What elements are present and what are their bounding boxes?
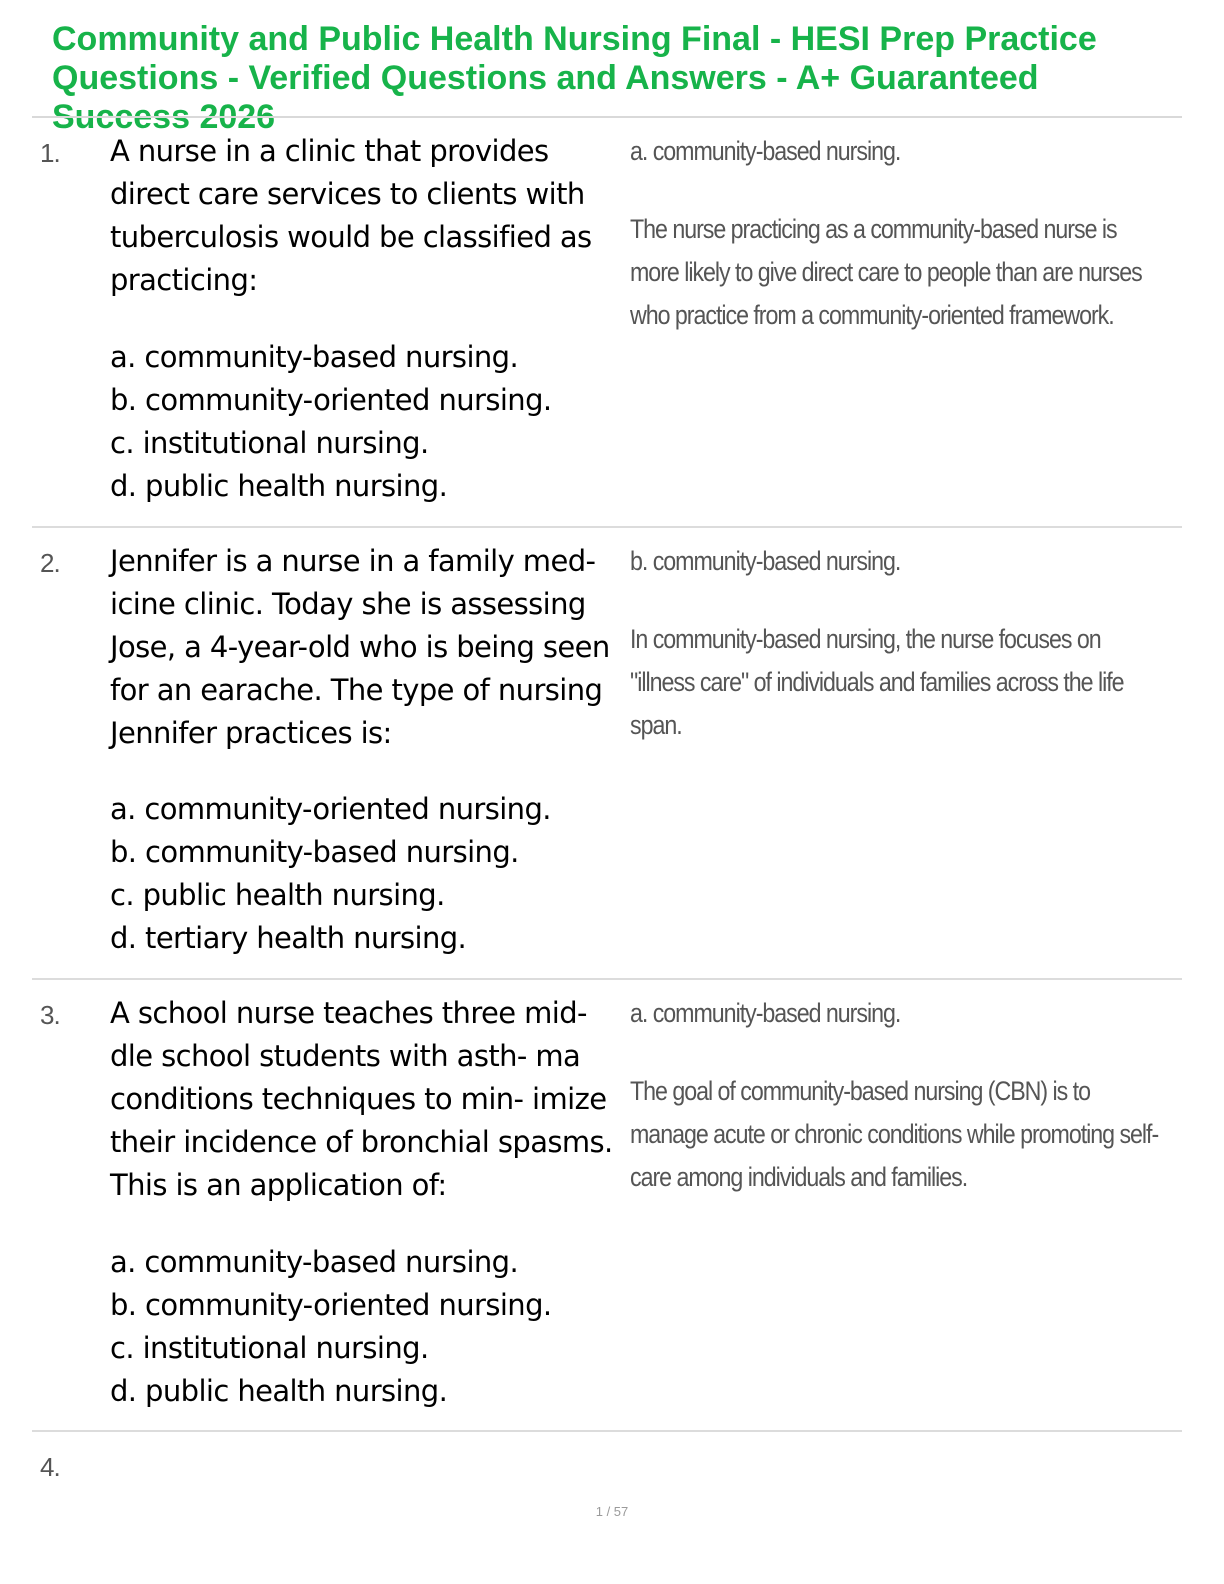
option-d: d. tertiary health nursing. (110, 921, 467, 955)
answer-options (110, 1241, 622, 1413)
option-d: d. public health nursing. (110, 469, 448, 503)
question-number: 2. (40, 548, 60, 578)
question-number: 3. (40, 1000, 60, 1030)
title-divider (32, 116, 1182, 118)
page-number: 1 / 57 (595, 1504, 629, 1519)
section-divider (32, 1430, 1182, 1432)
question-number: 4. (40, 1452, 60, 1482)
section-divider (32, 978, 1182, 980)
option-c: c. institutional nursing. (110, 426, 429, 460)
correct-answer: a. community-based nursing. (630, 998, 901, 1028)
option-a: a. community-based nursing. (110, 340, 519, 374)
option-a: a. community-based nursing. (110, 1245, 519, 1279)
option-c: c. public health nursing. (110, 878, 445, 912)
option-b: b. community-oriented nursing. (110, 1288, 552, 1322)
section-divider (32, 526, 1182, 528)
correct-answer: b. community-based nursing. (630, 546, 901, 576)
answer-explanation: The goal of community-based nursing (CBN) is to manage acute or chronic conditions while promoting self-care among individuals and families. (630, 1076, 1159, 1192)
option-b: b. community-based nursing. (110, 835, 519, 869)
answer-explanation: The nurse practicing as a community-based nurse is more likely to give direct care to people than are nurses who practice from a community-oriented framework. (630, 214, 1142, 330)
question-stem: A school nurse teaches three mid- dle school students with asth- ma conditions techniques to min- imize their incidence of bronchial spasms. This is an application of: (110, 996, 613, 1202)
question-stem: A nurse in a clinic that provides direct care services to clients with tuberculosis would be classified as practicing: (110, 134, 592, 297)
answer-options (110, 788, 622, 960)
answer-explanation: In community-based nursing, the nurse focuses on "illness care" of individuals and families across the life span. (630, 624, 1124, 740)
option-b: b. community-oriented nursing. (110, 383, 552, 417)
question-stem: Jennifer is a nurse in a family med- icine clinic. Today she is assessing Jose, a 4-year-old who is being seen for an earache. The type of nursing Jennifer practices is: (110, 544, 610, 750)
option-a: a. community-oriented nursing. (110, 792, 551, 826)
document-title: Community and Public Health Nursing Final - HESI Prep Practice Questions - Verified Questions and Answers - A+ Guaranteed Success 2026 (52, 20, 1097, 136)
option-c: c. institutional nursing. (110, 1331, 429, 1365)
answer-options (110, 336, 622, 508)
option-d: d. public health nursing. (110, 1374, 448, 1408)
correct-answer: a. community-based nursing. (630, 136, 901, 166)
question-number: 1. (40, 138, 60, 168)
